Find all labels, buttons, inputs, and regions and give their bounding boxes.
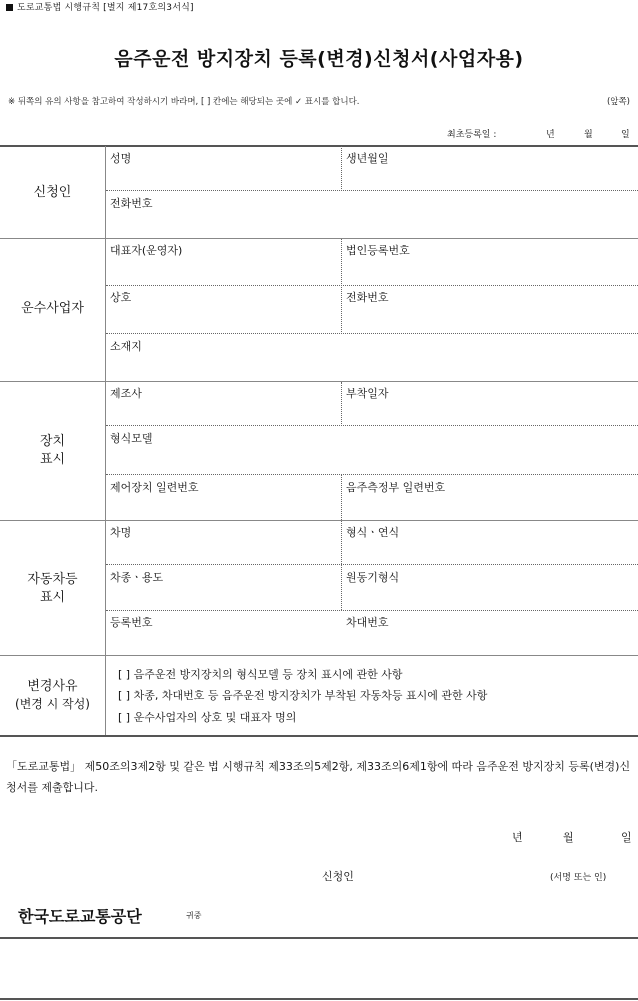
field-business-phone[interactable]: 전화번호 xyxy=(346,291,389,304)
row-divider xyxy=(106,564,638,565)
signature-label[interactable]: (서명 또는 인) xyxy=(550,873,607,883)
field-phone[interactable]: 전화번호 xyxy=(110,197,153,210)
form-notice: ※ 뒤쪽의 유의 사항을 참고하여 작성하시기 바라며, [ ] 칸에는 해당되는 곳에 ✓ 표시를 합니다. xyxy=(8,97,360,107)
field-registration-number[interactable]: 등록번호 xyxy=(110,616,153,629)
section-vehicle-line1: 자동차등 xyxy=(27,572,78,587)
row-divider xyxy=(106,285,638,286)
sign-date-day: 일 xyxy=(621,831,632,844)
field-name[interactable]: 성명 xyxy=(110,152,132,165)
page-end-border xyxy=(0,998,638,1000)
section-divider xyxy=(0,520,638,521)
cell-divider xyxy=(341,146,342,191)
reg-date-month: 월 xyxy=(584,130,593,140)
reason-checkbox-device[interactable]: [ ] 음주운전 방지장치의 형식모델 등 장치 표시에 관한 사항 xyxy=(118,668,403,681)
reason-checkbox-business[interactable]: [ ] 운수사업자의 상호 및 대표자 명의 xyxy=(118,711,297,724)
sign-date-month: 월 xyxy=(563,831,574,844)
row-divider xyxy=(106,610,638,611)
section-divider xyxy=(0,238,638,239)
section-applicant: 신청인 xyxy=(33,185,72,200)
field-vin[interactable]: 차대번호 xyxy=(346,616,389,629)
section-business: 운수사업자 xyxy=(21,301,84,316)
row-divider xyxy=(106,333,638,334)
field-model[interactable]: 형식모델 xyxy=(110,432,153,445)
section-divider xyxy=(0,655,638,656)
reg-date-year: 년 xyxy=(546,130,555,140)
section-divider xyxy=(0,381,638,382)
field-engine-type[interactable]: 원동기형식 xyxy=(346,571,400,584)
declaration-text: 「도로교통법」 제50조의3제2항 및 같은 법 시행규칙 제33조의5제2항, 제33조의6제1항에 따라 음주운전 방지장치 등록(변경)신청서를 제출합니다. xyxy=(6,760,631,794)
row-divider xyxy=(106,190,638,191)
reg-date-day: 일 xyxy=(621,130,630,140)
section-reason-line1: 변경사유 xyxy=(27,679,78,694)
field-control-serial[interactable]: 제어장치 일련번호 xyxy=(110,481,199,494)
row-divider xyxy=(106,425,638,426)
section-device-line2: 표시 xyxy=(39,452,66,467)
agency-name: 한국도로교통공단 xyxy=(18,907,142,926)
section-device-line1: 장치 xyxy=(39,434,66,449)
cell-divider xyxy=(341,382,342,426)
label-column-divider xyxy=(105,146,106,735)
page-side-label: (앞쪽) xyxy=(606,97,630,107)
section-reason-line2: (변경 시 작성) xyxy=(15,697,90,711)
form-title: 음주운전 방지장치 등록(변경)신청서(사업자용) xyxy=(114,48,524,70)
field-corp-number[interactable]: 법인등록번호 xyxy=(346,244,410,257)
field-car-type-year[interactable]: 형식ㆍ연식 xyxy=(346,526,400,539)
field-car-kind-use[interactable]: 차종ㆍ용도 xyxy=(110,571,164,584)
field-maker[interactable]: 제조사 xyxy=(110,387,142,400)
table-bottom-border xyxy=(0,735,638,737)
field-trade-name[interactable]: 상호 xyxy=(110,291,132,304)
form-reference xyxy=(6,0,194,13)
field-address[interactable]: 소재지 xyxy=(110,340,142,353)
square-bullet-icon xyxy=(6,4,13,11)
table-top-border xyxy=(0,145,638,147)
field-birth[interactable]: 생년월일 xyxy=(346,152,389,165)
field-representative[interactable]: 대표자(운영자) xyxy=(110,244,183,257)
field-sensor-serial[interactable]: 음주측정부 일련번호 xyxy=(346,481,446,494)
cell-divider xyxy=(341,239,342,334)
reg-date-label: 최초등록일 : xyxy=(447,130,497,140)
field-install-date[interactable]: 부착일자 xyxy=(346,387,389,400)
row-divider xyxy=(106,474,638,475)
applicant-label: 신청인 xyxy=(322,870,354,883)
section-vehicle-line2: 표시 xyxy=(39,590,66,605)
sign-date-year: 년 xyxy=(512,831,523,844)
recipient-suffix: 귀중 xyxy=(186,911,202,920)
field-car-name[interactable]: 차명 xyxy=(110,526,132,539)
form-reference-text: 도로교통법 시행규칙 [별지 제17호의3서식] xyxy=(17,3,194,13)
cell-divider xyxy=(341,475,342,610)
reason-checkbox-vehicle[interactable]: [ ] 차종, 차대번호 등 음주운전 방지장치가 부착된 자동차등 표시에 관한 사항 xyxy=(118,689,488,702)
bottom-border xyxy=(0,937,638,939)
